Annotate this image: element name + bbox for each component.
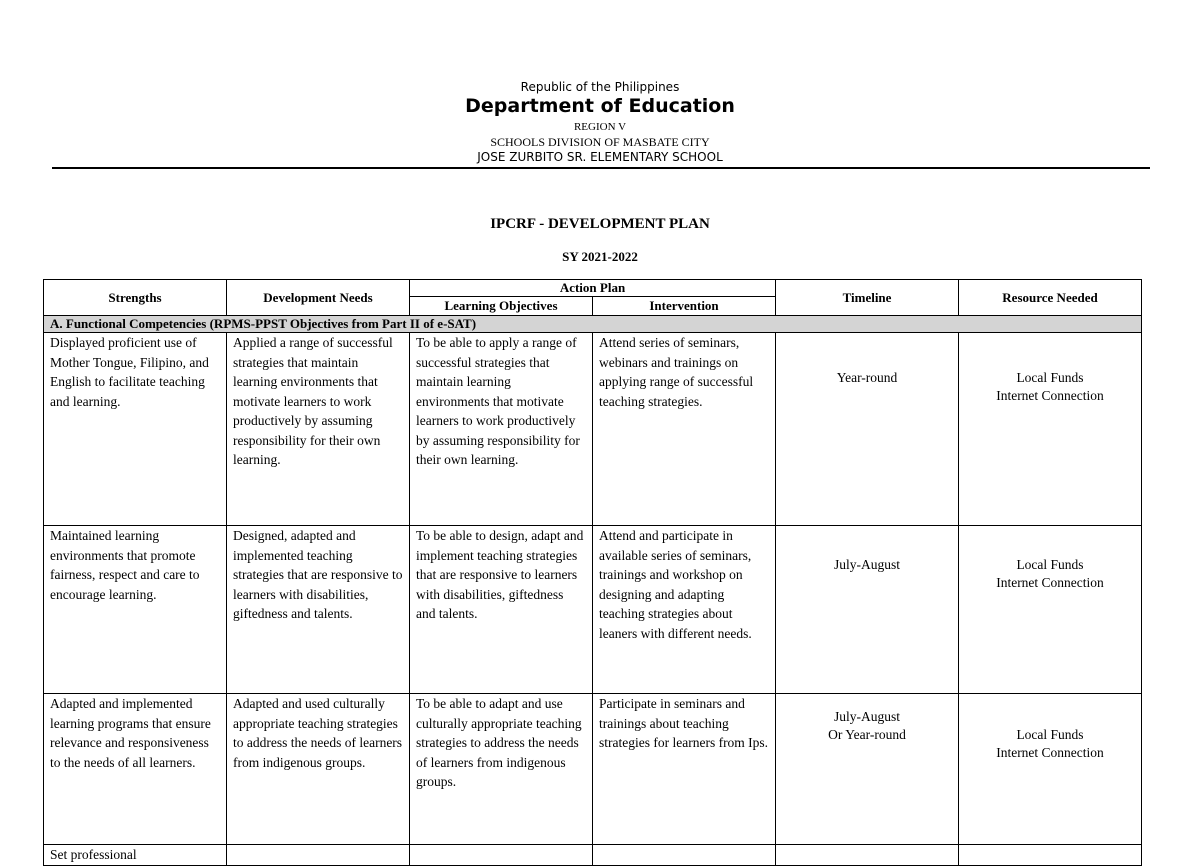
resources-cell [959, 333, 1142, 526]
republic-heading: Republic of the Philippines [520, 80, 680, 94]
resource-line: Local Funds [1016, 370, 1084, 385]
timeline-line: Year-round [836, 370, 898, 385]
column-header-development-needs: Development Needs [227, 280, 410, 316]
document-title: IPCRF - DEVELOPMENT PLAN [490, 216, 710, 232]
header-divider [52, 167, 1150, 169]
learning-objectives-cell: To be able to apply a range of successful strategies that maintain learning environments that motivate learners to work productively by assuming responsibility for their own learning. [410, 333, 593, 526]
school-year: SY 2021-2022 [562, 249, 638, 264]
timeline-cell [776, 694, 959, 845]
region-heading: REGION V [573, 121, 627, 133]
strengths-cell: Maintained learning environments that promote fairness, respect and care to encourage learning. [44, 526, 227, 694]
learning-objectives-cell: To be able to adapt and use culturally appropriate teaching strategies to address the needs of learners from indigenous groups. [410, 694, 593, 845]
resource-line: Local Funds [1016, 727, 1084, 742]
resource-line: Local Funds [1016, 557, 1084, 572]
column-header-intervention: Intervention [593, 297, 776, 316]
intervention-cell: Attend and participate in available series of seminars, trainings and workshop on designing and adapting teaching strategies about leaners with different needs. [593, 526, 776, 694]
table-header-row [44, 280, 1142, 297]
table-row [44, 526, 1142, 694]
timeline-cell [776, 333, 959, 526]
development-plan-table [43, 279, 1142, 866]
development-needs-cell: Designed, adapted and implemented teaching strategies that are responsive to learners with disabilities, giftedness and talents. [227, 526, 410, 694]
column-header-resource-needed: Resource Needed [959, 280, 1142, 316]
intervention-cell: Participate in seminars and trainings about teaching strategies for learners from Ips. [593, 694, 776, 845]
intervention-cell: Attend series of seminars, webinars and trainings on applying range of successful teaching strategies. [593, 333, 776, 526]
learning-objectives-cell: To be able to design, adapt and implement teaching strategies that are responsive to learners with disabilities, giftedness and talents. [410, 526, 593, 694]
resources-cell [959, 694, 1142, 845]
column-header-strengths: Strengths [44, 280, 227, 316]
column-header-action-plan: Action Plan [410, 280, 776, 297]
column-header-timeline: Timeline [776, 280, 959, 316]
department-heading: Department of Education [465, 95, 735, 117]
school-heading: JOSE ZURBITO SR. ELEMENTARY SCHOOL [477, 150, 723, 164]
table-row [44, 333, 1142, 526]
resource-line: Internet Connection [996, 745, 1104, 760]
strengths-cell: Displayed proficient use of Mother Tongue, Filipino, and English to facilitate teaching and learning. [44, 333, 227, 526]
timeline-cell [776, 526, 959, 694]
development-needs-cell: Adapted and used culturally appropriate teaching strategies to address the needs of learners from indigenous groups. [227, 694, 410, 845]
strengths-cell: Set professional [44, 845, 227, 866]
table-row [44, 694, 1142, 845]
timeline-line: July-August [833, 709, 900, 724]
division-heading: SCHOOLS DIVISION OF MASBATE CITY [490, 135, 710, 149]
resource-line: Internet Connection [996, 388, 1104, 403]
strengths-cell: Adapted and implemented learning programs that ensure relevance and responsiveness to the needs of all learners. [44, 694, 227, 845]
development-needs-cell: Applied a range of successful strategies that maintain learning environments that motivate learners to work productively by assuming responsibility for their own learning. [227, 333, 410, 526]
timeline-line: July-August [833, 557, 900, 572]
column-header-learning-objectives: Learning Objectives [410, 297, 593, 316]
timeline-line: Or Year-round [828, 727, 906, 742]
resource-line: Internet Connection [996, 575, 1104, 590]
section-row [44, 316, 1142, 333]
section-heading: A. Functional Competencies (RPMS-PPST Objectives from Part II of e-SAT) [44, 316, 1142, 333]
resources-cell [959, 526, 1142, 694]
